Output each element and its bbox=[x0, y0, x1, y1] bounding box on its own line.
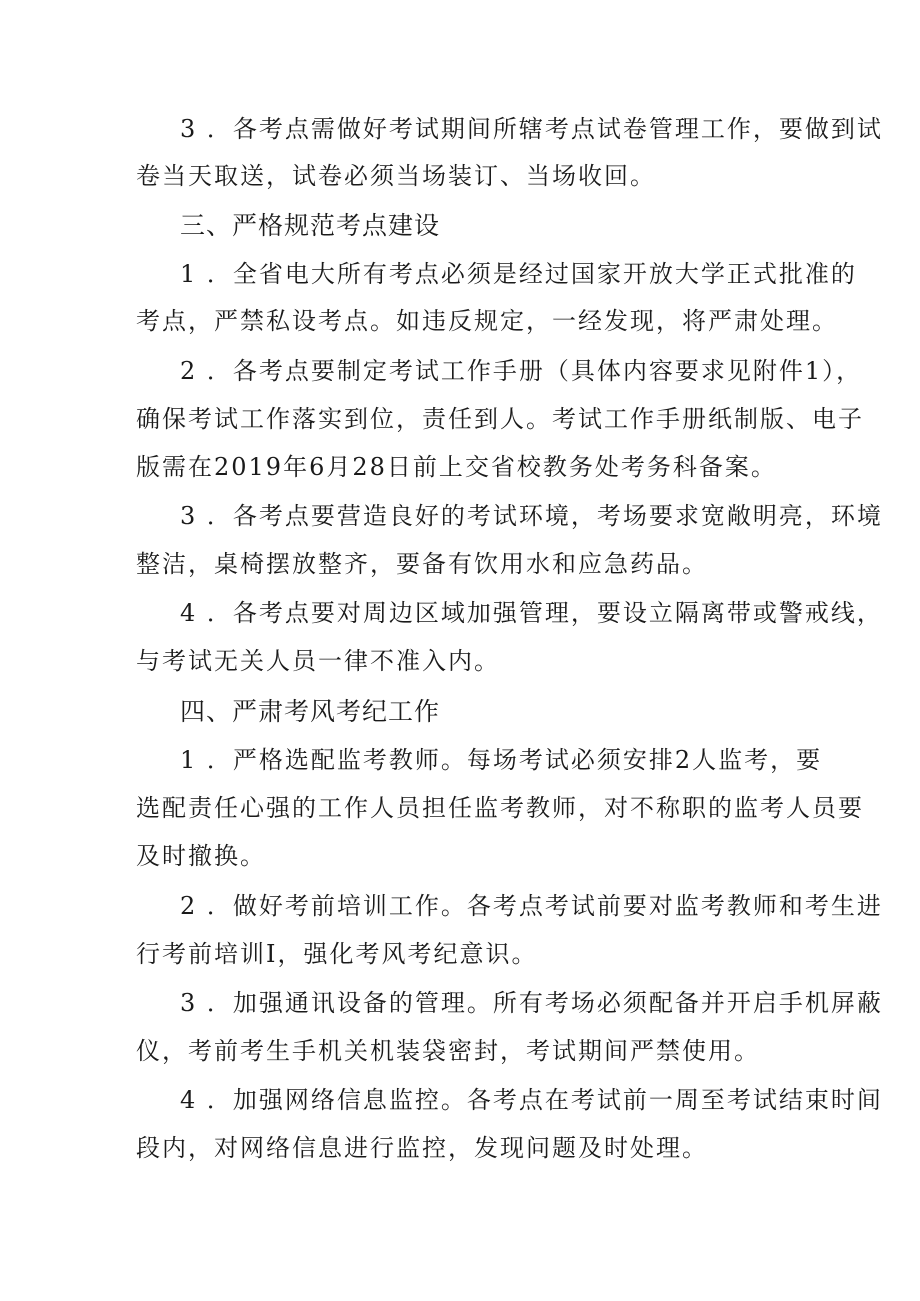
paragraph-line: 4 ．加强网络信息监控。各考点在考试前一周至考试结束时间 bbox=[180, 1086, 883, 1114]
paragraph-line: 及时撤换。 bbox=[136, 842, 266, 870]
paragraph-line: 与考试无关人员一律不准入内。 bbox=[136, 647, 500, 675]
section-heading: 四、严肃考风考纪工作 bbox=[180, 697, 441, 726]
paragraph-line: 选配责任心强的工作人员担任监考教师，对不称职的监考人员要 bbox=[136, 794, 864, 822]
paragraph-line: 确保考试工作落实到位，责任到人。考试工作手册纸制版、电子 bbox=[136, 405, 864, 433]
paragraph-line: 版需在2019年6月28日前上交省校教务处考务科备案。 bbox=[136, 453, 777, 481]
paragraph-line: 卷当天取送，试卷必须当场装订、当场收回。 bbox=[136, 162, 656, 190]
paragraph-line: 2 ．做好考前培训工作。各考点考试前要对监考教师和考生进 bbox=[180, 892, 883, 920]
paragraph-line: 考点，严禁私设考点。如违反规定，一经发现，将严肃处理。 bbox=[136, 307, 838, 335]
section-heading: 三、严格规范考点建设 bbox=[180, 211, 441, 240]
paragraph-line: 1 ．全省电大所有考点必须是经过国家开放大学正式批准的 bbox=[180, 260, 857, 288]
paragraph-line: 3 ．各考点要营造良好的考试环境，考场要求宽敞明亮，环境 bbox=[180, 502, 883, 530]
paragraph-line: 1 ．严格选配监考教师。每场考试必须安排2人监考，要 bbox=[180, 746, 823, 774]
paragraph-line: 仪，考前考生手机关机装袋密封，考试期间严禁使用。 bbox=[136, 1037, 760, 1065]
paragraph-line: 2 ．各考点要制定考试工作手册（具体内容要求见附件1）， bbox=[180, 357, 863, 385]
paragraph-line: 整洁，桌椅摆放整齐，要备有饮用水和应急药品。 bbox=[136, 550, 708, 578]
paragraph-line: 行考前培训I，强化考风考纪意识。 bbox=[136, 940, 538, 968]
paragraph-line: 3 ．加强通讯设备的管理。所有考场必须配备并开启手机屏蔽 bbox=[180, 989, 883, 1017]
paragraph-line: 3 ．各考点需做好考试期间所辖考点试卷管理工作，要做到试 bbox=[180, 115, 883, 143]
paragraph-line: 4 ．各考点要对周边区域加强管理，要设立隔离带或警戒线， bbox=[180, 599, 883, 627]
paragraph-line: 段内，对网络信息进行监控，发现问题及时处理。 bbox=[136, 1134, 708, 1162]
